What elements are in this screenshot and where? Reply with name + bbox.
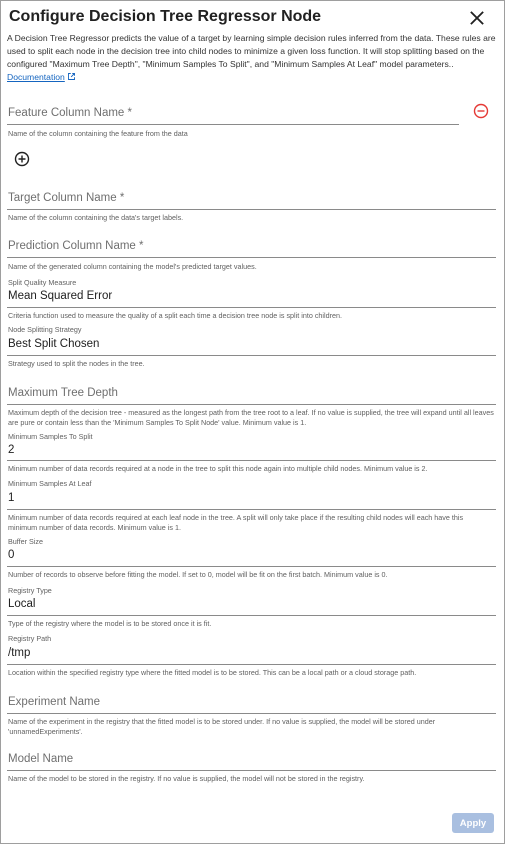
split-quality-underline: [7, 307, 496, 308]
buffer-size-value: 0: [8, 549, 15, 561]
add-circle-icon[interactable]: [14, 151, 30, 167]
max-depth-underline: [7, 404, 496, 405]
min-samples-leaf-label: Minimum Samples At Leaf: [8, 479, 92, 488]
dialog-description: [7, 32, 497, 84]
buffer-size-label: Buffer Size: [8, 537, 44, 546]
feature-column-underline: [7, 124, 459, 125]
max-depth-help: Maximum depth of the decision tree - measured as the longest path from the tree root to a leaf. If no value is supplied, the tree will expand until all leaves are pure or contain less than the 'Minimum Samples To Split Node' value. Minimum value is 1.: [8, 408, 494, 427]
split-strategy-help: Strategy used to split the nodes in the tree.: [8, 359, 145, 368]
description-text: A Decision Tree Regressor predicts the value of a target by learning simple decision rules inferred from the data. These rules are used to split each node in the decision tree into child nodes to minimize a given loss function. It will stop splitting based on the configured "Maximum Tree Depth", "Minimum Samples To Split", and "Minimum Samples At Leaf" model parameters..: [7, 33, 496, 69]
experiment-name-underline: [7, 713, 496, 714]
min-samples-leaf-value: 1: [8, 492, 15, 504]
max-depth-placeholder: Maximum Tree Depth: [8, 387, 118, 399]
external-link-icon: [67, 72, 76, 81]
prediction-column-underline: [7, 257, 496, 258]
buffer-size-underline: [7, 566, 496, 567]
prediction-column-placeholder: Prediction Column Name *: [8, 240, 144, 252]
min-samples-leaf-help: Minimum number of data records required at each leaf node in the tree. A split will only take place if the resulting child nodes will each have this minimum number of data records. Minimum value is 1.: [8, 513, 464, 532]
min-samples-split-label: Minimum Samples To Split: [8, 432, 93, 441]
min-samples-split-help: Minimum number of data records required at a node in the tree to split this node again into multiple child nodes. Minimum value is 2.: [8, 464, 428, 473]
documentation-link[interactable]: [7, 72, 65, 82]
dialog-title: Configure Decision Tree Regressor Node: [9, 8, 322, 25]
registry-path-help: Location within the specified registry type where the fitted model is to be stored. This can be a local path or a cloud storage path.: [8, 668, 417, 677]
min-samples-split-value: 2: [8, 444, 15, 456]
split-strategy-value: Best Split Chosen: [8, 338, 100, 350]
buffer-size-help: Number of records to observe before fitting the model. If set to 0, model will be fit on the first batch. Minimum value is 0.: [8, 570, 388, 579]
close-button[interactable]: [466, 7, 488, 29]
registry-type-label: Registry Type: [8, 586, 52, 595]
split-quality-value: Mean Squared Error: [8, 290, 113, 302]
feature-column-placeholder: Feature Column Name *: [8, 107, 132, 119]
prediction-column-help: Name of the generated column containing the model's predicted target values.: [8, 262, 257, 271]
min-samples-leaf-underline: [7, 509, 496, 510]
close-icon: [466, 7, 488, 29]
experiment-name-placeholder: Experiment Name: [8, 696, 101, 708]
split-strategy-label: Node Splitting Strategy: [8, 325, 82, 334]
registry-type-help: Type of the registry where the model is to be stored once it is fit.: [8, 619, 212, 628]
documentation-link-label: Documentation: [7, 72, 65, 82]
model-name-help: Name of the model to be stored in the registry. If no value is supplied, the model will not be stored in the registry.: [8, 774, 365, 783]
apply-button[interactable]: Apply: [452, 813, 494, 833]
target-column-placeholder: Target Column Name *: [8, 192, 125, 204]
split-quality-help: Criteria function used to measure the quality of a split each time a decision tree node is split into children.: [8, 311, 342, 320]
target-column-help: Name of the column containing the data's target labels.: [8, 213, 184, 222]
model-name-underline: [7, 770, 496, 771]
registry-type-underline: [7, 615, 496, 616]
model-name-placeholder: Model Name: [8, 753, 74, 765]
registry-path-value: /tmp: [8, 647, 31, 659]
split-quality-label: Split Quality Measure: [8, 278, 77, 287]
split-strategy-underline: [7, 355, 496, 356]
remove-circle-icon[interactable]: [473, 103, 489, 119]
registry-path-underline: [7, 664, 496, 665]
min-samples-split-underline: [7, 460, 496, 461]
experiment-name-help: Name of the experiment in the registry that the fitted model is to be stored under. If no value is supplied, the model will be stored under 'unnamedExperiments'.: [8, 717, 436, 736]
target-column-underline: [7, 209, 496, 210]
registry-path-label: Registry Path: [8, 634, 52, 643]
feature-column-help: Name of the column containing the feature from the data: [8, 129, 188, 138]
registry-type-value: Local: [8, 598, 36, 610]
